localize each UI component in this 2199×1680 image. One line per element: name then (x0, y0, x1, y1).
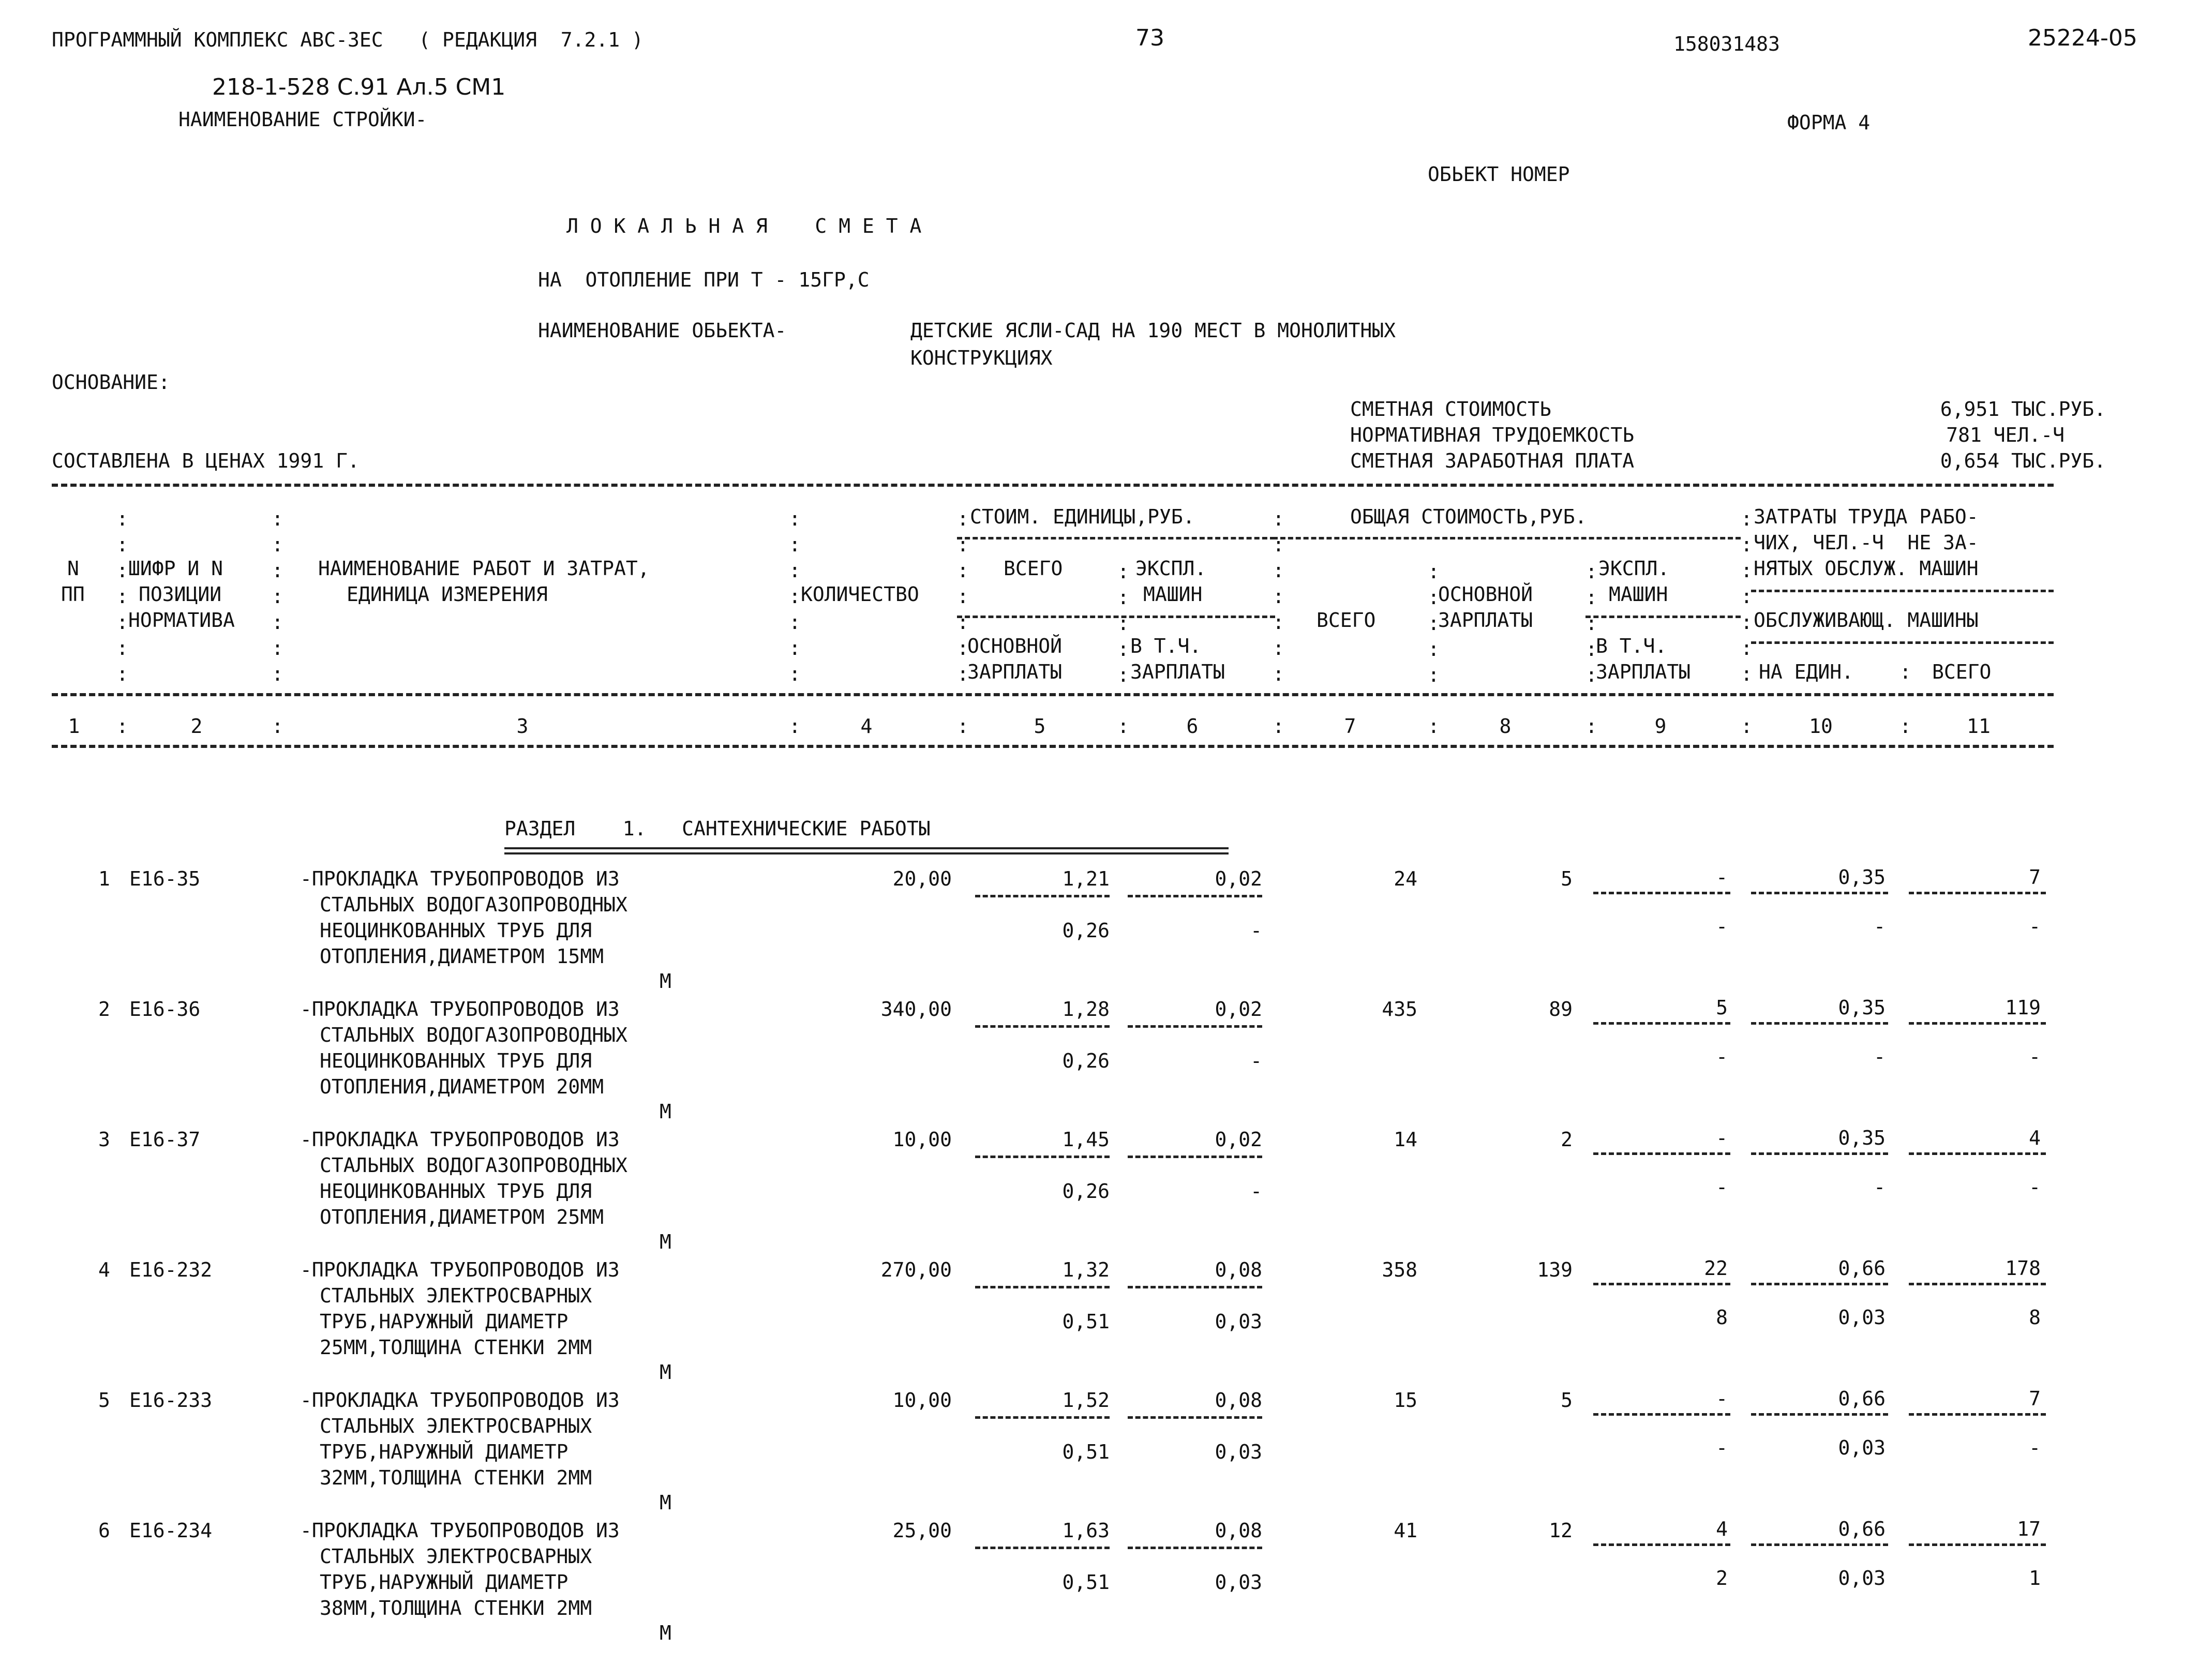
value-divider (1128, 895, 1262, 897)
unit-cost-machines: 0,08 (1215, 1389, 1262, 1412)
work-description: 38ММ,ТОЛЩИНА СТЕНКИ 2ММ (320, 1597, 592, 1619)
column-number: 1 (68, 715, 80, 738)
labor-per-unit-service: - (1874, 915, 1886, 938)
quantity: 340,00 (880, 998, 952, 1021)
unit: М (660, 1231, 671, 1253)
value-divider (1128, 1416, 1262, 1419)
program-name: ПРОГРАММНЫЙ КОМПЛЕКС АВС-3ЕС ( РЕДАКЦИЯ 7.2.1 ) (52, 28, 644, 51)
value-divider (1751, 1543, 1888, 1546)
work-description: СТАЛЬНЫХ ВОДОГАЗОПРОВОДНЫХ (320, 1024, 627, 1046)
header-col2: ШИФР И N (128, 557, 223, 580)
header-separator: : (1899, 715, 1911, 738)
object-name-line2: КОНСТРУКЦИЯХ (910, 347, 1053, 369)
work-description: -ПРОКЛАДКА ТРУБОПРОВОДОВ ИЗ (300, 1389, 620, 1412)
unit: М (660, 1491, 671, 1514)
header-col5: ОСНОВНОЙ (967, 635, 1063, 657)
header-col5: ВСЕГО (1004, 557, 1063, 580)
labor-per-unit: 0,35 (1838, 866, 1886, 889)
total-machine-wages: - (1716, 1436, 1728, 1459)
labor-total: 17 (2017, 1518, 2041, 1540)
total-cost: 15 (1394, 1389, 1417, 1412)
header-rule (957, 537, 1275, 539)
total-wages: 5 (1561, 867, 1573, 890)
summary-cost-value: 6,951 ТЫС.РУБ. (1940, 398, 2106, 421)
header-top-rule (52, 484, 2054, 487)
work-description: СТАЛЬНЫХ ВОДОГАЗОПРОВОДНЫХ (320, 893, 627, 916)
prices-year: СОСТАВЛЕНА В ЦЕНАХ 1991 Г. (52, 449, 360, 472)
work-description: -ПРОКЛАДКА ТРУБОПРОВОДОВ ИЗ (300, 998, 620, 1021)
object-name-line1: ДЕТСКИЕ ЯСЛИ-САД НА 190 МЕСТ В МОНОЛИТНЫХ (910, 319, 1396, 342)
value-divider (1593, 1543, 1730, 1546)
unit: М (660, 1622, 671, 1644)
header-separator: : : : : : : : (1741, 507, 1753, 685)
column-number: 5 (1034, 715, 1046, 738)
summary-wage-label: СМЕТНАЯ ЗАРАБОТНАЯ ПЛАТА (1350, 449, 1635, 472)
header-rule (1585, 616, 1741, 618)
form-label: ФОРМА 4 (1787, 111, 1871, 134)
labor-per-unit: 0,66 (1838, 1387, 1886, 1410)
unit-cost-machines: 0,02 (1215, 1128, 1262, 1151)
labor-per-unit: 0,35 (1838, 996, 1886, 1019)
document-code: 158031483 (1673, 33, 1780, 55)
object-label: НАИМЕНОВАНИЕ ОБЬЕКТА- (538, 319, 787, 342)
labor-total: 7 (2029, 866, 2041, 889)
header-group-labor: НЯТЫХ ОБСЛУЖ. МАШИН (1754, 557, 1979, 580)
value-divider (975, 1025, 1110, 1028)
column-number: 6 (1186, 715, 1199, 738)
header-col8: ОСНОВНОЙ (1438, 583, 1533, 606)
header-separator: : (789, 715, 801, 738)
unit-cost-machines: 0,02 (1215, 867, 1262, 890)
header-col11: ВСЕГО (1932, 661, 1992, 683)
header-col6: В Т.Ч. (1130, 635, 1202, 657)
work-description: -ПРОКЛАДКА ТРУБОПРОВОДОВ ИЗ (300, 867, 620, 890)
header-separator: : (1899, 661, 1911, 683)
unit-cost-wages: 0,26 (1062, 919, 1110, 942)
value-divider (975, 895, 1110, 897)
value-divider (1909, 892, 2046, 894)
value-divider (1751, 1152, 1888, 1155)
header-separator: : (1585, 715, 1597, 738)
unit-cost-total: 1,45 (1062, 1128, 1110, 1151)
header-separator: : : : : : : : (1273, 507, 1284, 685)
total-machine-wages: 2 (1716, 1567, 1728, 1589)
row-number: 5 (98, 1389, 110, 1412)
header-col7: ВСЕГО (1317, 609, 1376, 632)
header-separator: : : : : : (1428, 560, 1440, 686)
stroika-label: НАИМЕНОВАНИЕ СТРОЙКИ- (178, 108, 427, 131)
header-col9: ЭКСПЛ. (1598, 557, 1670, 580)
header-col5: ЗАРПЛАТЫ (967, 661, 1063, 683)
header-separator: : (116, 715, 128, 738)
labor-per-unit: 0,66 (1838, 1518, 1886, 1540)
column-number: 7 (1344, 715, 1356, 738)
value-divider (1909, 1413, 2046, 1416)
value-divider (1128, 1025, 1262, 1028)
value-divider (975, 1286, 1110, 1288)
work-description: 25ММ,ТОЛЩИНА СТЕНКИ 2ММ (320, 1336, 592, 1359)
unit-cost-machine-wages: - (1250, 1180, 1262, 1203)
labor-per-unit-service: - (1874, 1045, 1886, 1068)
header-separator: : (1428, 715, 1440, 738)
value-divider (1909, 1152, 2046, 1155)
norm-code: Е16-35 (129, 867, 201, 890)
quantity: 10,00 (892, 1128, 952, 1151)
value-divider (975, 1547, 1110, 1549)
header-group-total-cost: ОБЩАЯ СТОИМОСТЬ,РУБ. (1350, 505, 1587, 528)
header-col6: МАШИН (1143, 583, 1203, 606)
total-machines: 5 (1716, 996, 1728, 1019)
total-machine-wages: 8 (1716, 1306, 1728, 1329)
labor-per-unit-service: 0,03 (1838, 1306, 1886, 1329)
quantity: 10,00 (892, 1389, 952, 1412)
header-col1: ПП (61, 583, 85, 606)
work-description: ОТОПЛЕНИЯ,ДИАМЕТРОМ 15ММ (320, 945, 604, 968)
header-separator: : (957, 715, 969, 738)
norm-code: Е16-36 (129, 998, 201, 1021)
labor-total-service: 1 (2029, 1567, 2041, 1589)
work-description: ОТОПЛЕНИЯ,ДИАМЕТРОМ 25ММ (320, 1206, 604, 1228)
unit-cost-wages: 0,51 (1062, 1310, 1110, 1333)
total-machines: - (1716, 866, 1728, 889)
unit-cost-machines: 0,08 (1215, 1519, 1262, 1542)
column-number: 4 (860, 715, 873, 738)
unit-cost-wages: 0,26 (1062, 1180, 1110, 1203)
header-col3: НАИМЕНОВАНИЕ РАБОТ И ЗАТРАТ, (318, 557, 650, 580)
labor-per-unit-service: 0,03 (1838, 1436, 1886, 1459)
unit: М (660, 1100, 671, 1123)
work-description: ТРУБ,НАРУЖНЫЙ ДИАМЕТР (320, 1310, 569, 1333)
header-separator: : : : : : (1117, 560, 1129, 686)
labor-total-service: - (2029, 1045, 2041, 1068)
header-col2: ПОЗИЦИИ (139, 583, 222, 606)
work-description: 32ММ,ТОЛЩИНА СТЕНКИ 2ММ (320, 1466, 592, 1489)
total-wages: 2 (1561, 1128, 1573, 1151)
value-divider (1909, 1022, 2046, 1025)
value-divider (1128, 1286, 1262, 1288)
total-machines: 4 (1716, 1518, 1728, 1540)
norm-code: Е16-232 (129, 1258, 213, 1281)
header-separator: : : : : : : : (789, 507, 801, 685)
unit-cost-wages: 0,51 (1062, 1441, 1110, 1463)
section-title-underline (504, 847, 1229, 854)
work-description: СТАЛЬНЫХ ЭЛЕКТРОСВАРНЫХ (320, 1415, 592, 1437)
norm-code: Е16-37 (129, 1128, 201, 1151)
header-separator: : (1273, 715, 1284, 738)
labor-total: 119 (2005, 996, 2041, 1019)
value-divider (975, 1416, 1110, 1419)
total-wages: 12 (1549, 1519, 1573, 1542)
value-divider (1128, 1547, 1262, 1549)
column-number: 11 (1967, 715, 1991, 738)
unit-cost-machine-wages: 0,03 (1215, 1571, 1262, 1594)
total-machine-wages: - (1716, 1176, 1728, 1198)
total-machine-wages: - (1716, 915, 1728, 938)
unit-cost-machine-wages: 0,03 (1215, 1310, 1262, 1333)
unit: М (660, 1361, 671, 1384)
header-separator: : : : : : : : (116, 507, 128, 685)
header-mid-rule (52, 693, 2054, 696)
row-number: 2 (98, 998, 110, 1021)
labor-total-service: 8 (2029, 1306, 2041, 1329)
value-divider (1593, 1283, 1730, 1285)
section-title: РАЗДЕЛ 1. САНТЕХНИЧЕСКИЕ РАБОТЫ (504, 817, 931, 840)
summary-wage-value: 0,654 ТЫС.РУБ. (1940, 449, 2106, 472)
header-separator: : : : : : : : (957, 507, 969, 685)
header-group-labor: ЧИХ, ЧЕЛ.-Ч НЕ ЗА- (1754, 531, 1979, 554)
unit-cost-total: 1,32 (1062, 1258, 1110, 1281)
unit-cost-total: 1,21 (1062, 867, 1110, 890)
total-cost: 24 (1394, 867, 1417, 890)
norm-code: Е16-233 (129, 1389, 213, 1412)
column-number: 9 (1654, 715, 1667, 738)
value-divider (1593, 1022, 1730, 1025)
work-description: -ПРОКЛАДКА ТРУБОПРОВОДОВ ИЗ (300, 1128, 620, 1151)
quantity: 270,00 (880, 1258, 952, 1281)
work-description: ТРУБ,НАРУЖНЫЙ ДИАМЕТР (320, 1441, 569, 1463)
row-number: 4 (98, 1258, 110, 1281)
row-number: 3 (98, 1128, 110, 1151)
work-description: СТАЛЬНЫХ ВОДОГАЗОПРОВОДНЫХ (320, 1154, 627, 1177)
quantity: 20,00 (892, 867, 952, 890)
header-col1: N (67, 557, 79, 580)
document-number: 25224-05 (2028, 25, 2137, 51)
value-divider (1593, 1152, 1730, 1155)
work-description: ТРУБ,НАРУЖНЫЙ ДИАМЕТР (320, 1571, 569, 1594)
header-col9: МАШИН (1609, 583, 1668, 606)
header-col2: НОРМАТИВА (128, 609, 235, 632)
total-wages: 89 (1549, 998, 1573, 1021)
labor-per-unit: 0,35 (1838, 1127, 1886, 1149)
value-divider (1751, 1022, 1888, 1025)
header-bottom-rule (52, 745, 2054, 748)
header-separator: : : : : : : : (272, 507, 283, 685)
work-description: ОТОПЛЕНИЯ,ДИАМЕТРОМ 20ММ (320, 1075, 604, 1098)
unit-cost-machine-wages: 0,03 (1215, 1441, 1262, 1463)
labor-total-service: - (2029, 1436, 2041, 1459)
total-machines: 22 (1704, 1257, 1728, 1280)
object-number-label: ОБЬЕКТ НОМЕР (1428, 163, 1570, 186)
total-cost: 435 (1382, 998, 1417, 1021)
value-divider (1593, 892, 1730, 894)
header-group-unit-cost: СТОИМ. ЕДИНИЦЫ,РУБ. (970, 505, 1195, 528)
value-divider (1909, 1283, 2046, 1285)
header-separator: : (1741, 715, 1753, 738)
basis-label: ОСНОВАНИЕ: (52, 371, 170, 394)
column-number: 3 (516, 715, 529, 738)
work-description: НЕОЦИНКОВАННЫХ ТРУБ ДЛЯ (320, 919, 592, 942)
header-col3: ЕДИНИЦА ИЗМЕРЕНИЯ (347, 583, 548, 606)
unit-cost-wages: 0,26 (1062, 1049, 1110, 1072)
work-description: НЕОЦИНКОВАННЫХ ТРУБ ДЛЯ (320, 1049, 592, 1072)
estimate-subject: НА ОТОПЛЕНИЕ ПРИ Т - 15ГР,С (538, 268, 870, 291)
unit-cost-machines: 0,08 (1215, 1258, 1262, 1281)
column-number: 8 (1499, 715, 1512, 738)
labor-total: 7 (2029, 1387, 2041, 1410)
work-description: НЕОЦИНКОВАННЫХ ТРУБ ДЛЯ (320, 1180, 592, 1203)
header-group-service: ОБСЛУЖИВАЮЩ. МАШИНЫ (1754, 609, 1979, 632)
column-number: 10 (1809, 715, 1833, 738)
value-divider (1751, 1283, 1888, 1285)
work-description: СТАЛЬНЫХ ЭЛЕКТРОСВАРНЫХ (320, 1545, 592, 1568)
unit-cost-machine-wages: - (1250, 1049, 1262, 1072)
value-divider (1909, 1543, 2046, 1546)
header-separator: : (1117, 715, 1129, 738)
total-wages: 5 (1561, 1389, 1573, 1412)
header-col6: ЗАРПЛАТЫ (1130, 661, 1225, 683)
unit-cost-machine-wages: - (1250, 919, 1262, 942)
total-cost: 14 (1394, 1128, 1417, 1151)
column-number: 2 (190, 715, 203, 738)
labor-total-service: - (2029, 915, 2041, 938)
header-col4: КОЛИЧЕСТВО (801, 583, 919, 606)
document-title: Л О К А Л Ь Н А Я С М Е Т А (566, 215, 922, 237)
header-separator: : : : : : (1585, 560, 1597, 686)
header-rule (1751, 590, 2054, 592)
labor-per-unit: 0,66 (1838, 1257, 1886, 1280)
reference-number: 218-1-528 С.91 Ал.5 СМ1 (212, 74, 506, 100)
header-col10: НА ЕДИН. (1759, 661, 1854, 683)
unit-cost-total: 1,52 (1062, 1389, 1110, 1412)
work-description: СТАЛЬНЫХ ЭЛЕКТРОСВАРНЫХ (320, 1284, 592, 1307)
unit-cost-total: 1,63 (1062, 1519, 1110, 1542)
row-number: 1 (98, 867, 110, 890)
labor-per-unit-service: - (1874, 1176, 1886, 1198)
header-col9: ЗАРПЛАТЫ (1596, 661, 1691, 683)
value-divider (1751, 1413, 1888, 1416)
labor-total: 4 (2029, 1127, 2041, 1149)
total-cost: 41 (1394, 1519, 1417, 1542)
total-machines: - (1716, 1127, 1728, 1149)
page-number: 73 (1135, 25, 1164, 51)
total-machines: - (1716, 1387, 1728, 1410)
summary-labor-label: НОРМАТИВНАЯ ТРУДОЕМКОСТЬ (1350, 424, 1635, 446)
header-col8: ЗАРПЛАТЫ (1438, 609, 1533, 632)
unit-cost-wages: 0,51 (1062, 1571, 1110, 1594)
quantity: 25,00 (892, 1519, 952, 1542)
work-description: -ПРОКЛАДКА ТРУБОПРОВОДОВ ИЗ (300, 1258, 620, 1281)
total-machine-wages: - (1716, 1045, 1728, 1068)
summary-labor-value: 781 ЧЕЛ.-Ч (1946, 424, 2065, 446)
total-wages: 139 (1537, 1258, 1573, 1281)
value-divider (1593, 1413, 1730, 1416)
unit-cost-machines: 0,02 (1215, 998, 1262, 1021)
row-number: 6 (98, 1519, 110, 1542)
header-col9: В Т.Ч. (1596, 635, 1667, 657)
header-rule (957, 616, 1275, 618)
header-rule (1751, 641, 2054, 644)
work-description: -ПРОКЛАДКА ТРУБОПРОВОДОВ ИЗ (300, 1519, 620, 1542)
header-group-labor: ЗАТРАТЫ ТРУДА РАБО- (1754, 505, 1979, 528)
header-rule (1273, 537, 1741, 539)
unit-cost-total: 1,28 (1062, 998, 1110, 1021)
value-divider (1751, 892, 1888, 894)
labor-per-unit-service: 0,03 (1838, 1567, 1886, 1589)
labor-total-service: - (2029, 1176, 2041, 1198)
labor-total: 178 (2005, 1257, 2041, 1280)
value-divider (1128, 1156, 1262, 1158)
norm-code: Е16-234 (129, 1519, 213, 1542)
summary-cost-label: СМЕТНАЯ СТОИМОСТЬ (1350, 398, 1551, 421)
unit: М (660, 970, 671, 993)
value-divider (975, 1156, 1110, 1158)
header-separator: : (272, 715, 283, 738)
total-cost: 358 (1382, 1258, 1417, 1281)
header-col6: ЭКСПЛ. (1135, 557, 1207, 580)
